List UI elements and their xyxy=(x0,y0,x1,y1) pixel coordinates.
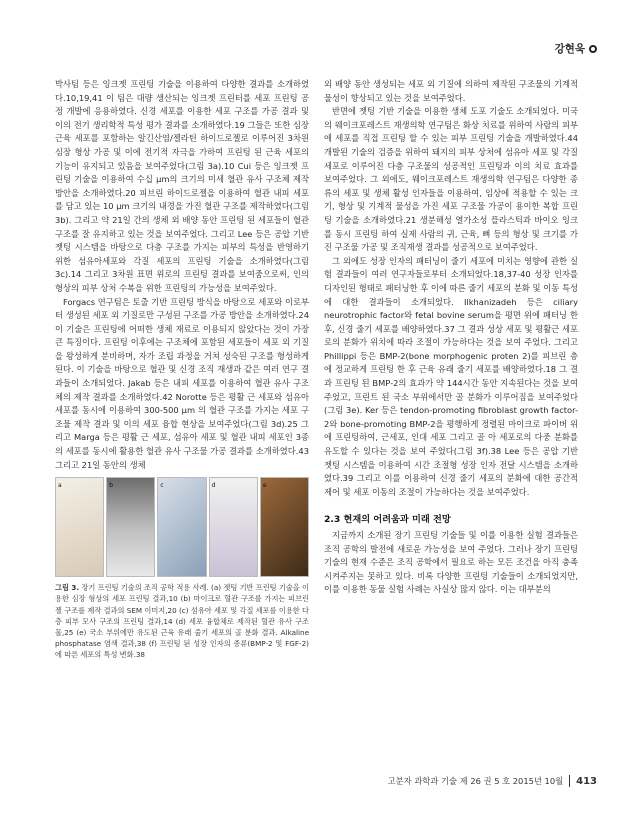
running-header xyxy=(555,41,597,56)
panel-label: d xyxy=(211,482,216,490)
page-number: 413 xyxy=(576,775,597,787)
paragraph: 그 외에도 성장 인자의 패터닝이 줄기 세포에 미치는 영향에 관한 실험 결과들이 여러 연구자들로부터 소개되었다.18,37-40 성장 인자를 디자인된 형태로 패터닝한 후 이에 따른 줄기 세포의 분화 및 이동 특성에 대한 결과들이 소개되었다. Ilkhanizadeh 등은 ciliary neurotrophic factor와 fetal bovine serum을 평면 위에 패터닝 한 후, 신경 줄기 세포를 배양하였다.37 그 결과 성상 세포 및 평활근 세포로의 분화가 위치에 따라 조절이 가능하다는 것을 보여 주었다. 그리고 Phillippi 등은 BMP-2(bone morphogenic proten 2)를 피브린 층에 정교하게 프린팅 한 후 근육 유래 줄기 세포를 배양하였다.18 그 결과 프린팅 된 BMP-2의 효과가 약 144시간 동안 지속된다는 것을 보여주었고, 프린트 된 국소 부위에서만 골 분화가 이루어짐을 보여주었다(그림 3e). Ker 등은 tendon-promoting fibroblast growth factor-2와 bone-promoting BMP-2을 평행하게 정렬된 마이크로 파이버 위에 프린팅하여, 근세포, 인대 세포 그리고 골 아 세포로의 다중 분화를 유도할 수 있다는 것을 보여 주었다(그림 3f).38 Lee 등은 공압 기반 젯팅 시스템을 이용하여 시간 조절형 성장 인자 전달 시스템을 소개하였다.39 그리고 이를 이용하여 신경 줄기 세포의 분화에 대한 공간적 제어 및 세포 이동의 조절이 가능하다는 것을 보여주었다. xyxy=(324,255,578,497)
panel-label: b xyxy=(109,482,114,490)
figure-panel-a xyxy=(55,477,104,577)
author-name: 강현욱 xyxy=(554,43,585,55)
figure-panel-b xyxy=(106,477,155,577)
paragraph: Forgacs 연구팀은 토출 기반 프린팅 방식을 바탕으로 세포와 이로부터 생성된 세포 외 기질로만 구성된 구조를 가공 방안을 소개하였다.24 이 기술은 프린팅에 어떠한 생체 재료로 이용되지 않았다는 것이 가장 큰 특징이다. 프린팅 이후에는 구조체에 포함된 세포들이 세포 외 기질을 왕성하게 분비하며, 자가 조립 과정을 거쳐 성숙된 구조를 형성하게 된다. 이 기술을 바탕으로 혈관 및 신경 조직 재생과 같은 여러 연구 결과들이 소개되었다. Jakab 등은 내피 세포를 이용하여 혈관 유사 구조체의 제작 결과를 소개하였다.42 Norotte 등은 평활 근 세포와 섬유아 세포를 동시에 이용하여 300-500 μm 의 혈관 구조를 가지는 세포 구조물 제작 결과 및 이의 세포 융합 현상을 보여주었다(그림 3d).25 그리고 Marga 등은 평활 근 세포, 섬유아 세포 및 혈관 내피 세포인 3종의 세포를 동시에 활용한 혈관 유사 구조물 가공 결과를 소개하였다.43 그리고 21일 동안의 생체 xyxy=(55,296,309,470)
circle-icon xyxy=(589,45,597,53)
left-column xyxy=(55,78,309,661)
figure-panel-d xyxy=(209,477,258,577)
figure-caption xyxy=(55,582,309,660)
figure-3 xyxy=(55,477,309,577)
footer-divider xyxy=(569,775,570,787)
paragraph: 박사팀 등은 잉크젯 프린팅 기술을 이용하여 다양한 결과를 소개하였다.10,19,41 이 팀은 대량 생산되는 잉크젯 프린터를 세포 프린팅 공정 개발에 응용하였다. 신경 세포를 이용한 세포 구조를 가공 결과 및 이의 전기 생리학적 특성 평가 결과를 소개하였다.19 그들은 또한 심장 근육 세포를 포함하는 알긴산염/젤라틴 하이드로젤로 이루어진 3차원 심장 형상 가공 및 이에 전기적 자극을 가하여 프린팅 된 근육 세포의 기능이 유지되고 있음을 보여주었다(그림 3a).10 Cui 등은 잉크젯 프린팅 기술을 이용하여 수십 μm의 크기의 미세 혈관 유사 구조체 제작 방안을 소개하였다.20 피브린 하이드로젤을 이용하여 혈관 내피 세포를 담고 있는 10 μm 크기의 내경을 가진 혈관 구조를 제작하였다(그림 3b). 그리고 약 21일 간의 생체 외 배양 동안 프린팅 된 세포들이 혈관 구조를 잘 유지하고 있는 것을 보여주었다. 그리고 Lee 등은 공압 기반 젯팅 시스템을 바탕으로 다층 구조를 가지는 피부의 특성을 반영하기 위한 섬유아세포와 각질 세포의 프린팅 기술을 소개하였다(그림 3c).14 그리고 3차원 표면 위로의 프린팅 결과를 보여줌으로써, 인의 형상의 피부 상처 수복을 위한 프린팅의 가능성을 보여주었다. xyxy=(55,79,309,293)
caption-text: 장기 프린팅 기술의 조직 공학 적용 사례. (a) 젯팅 기반 프린팅 기술을 이용한 심장 형상의 세포 프린팅 결과,10 (b) 마이크로 혈관 구조를 가지는 피브린 젤 구조를 제작 결과의 SEM 이미지,20 (c) 섬유아 세포 및 각질 세포를 이용한 다층 피부 모사 구조의 프린팅 결과,14 (d) 세포 융합체로 제작된 혈관 유사 구조물,25 (e) 국소 부위에만 유도된 근육 유래 줄기 세포의 골 분화 결과. Alkaline phosphatase 염색 결과,38 (f) 프린팅 된 성장 인자의 종류(BMP-2 및 FGF-2)에 따른 세포의 특성 변화.38 xyxy=(55,583,309,660)
figure-panel-c xyxy=(157,477,206,577)
paragraph: 지금까지 소개된 장기 프린팅 기술들 및 이를 이용한 실험 결과들은 조직 공학의 발전에 새로운 가능성을 보여 주었다. 그러나 장기 프린팅 기술의 현재 수준은 조직 공학에서 필요로 하는 모든 조건을 아직 충족시켜주지는 못하고 있다. 비록 다양한 프린팅 기술들이 소개되었지만, 이를 이용한 동물 실험 사례는 사실상 많지 않다. 이는 대부분의 xyxy=(324,530,578,595)
paragraph: 외 배양 동안 생성되는 세포 외 기질에 의하여 제작된 구조물의 기계적 물성이 향상되고 있는 것을 보여주었다. xyxy=(324,79,578,103)
panel-label: c xyxy=(160,482,164,490)
panel-label: e xyxy=(262,482,267,490)
panel-label: a xyxy=(58,482,62,490)
right-column xyxy=(324,78,578,597)
journal-info: 고분자 과학과 기술 제 26 권 5 호 2015년 10월 xyxy=(387,776,564,786)
caption-label: 그림 3. xyxy=(55,583,80,593)
section-title: 2.3 현재의 어려움과 미래 전망 xyxy=(324,514,451,526)
paragraph: 반면에 젯팅 기반 기술을 이용한 생체 도포 기술도 소개되었다. 미국의 웨이크포레스트 재생의학 연구팀은 화상 치료를 위하여 사람의 피부에 세포를 직접 프린팅 할 수 있는 피부 프린팅 기술을 개발하였다.44 개발된 기술의 검증을 위하여 돼지의 피부 상처에 섬유아 세포 및 각질 세포로 이루어진 다층 구조물의 성공적인 프린팅과 이의 치료 효과를 보여주었다. 그 외에도, 웨이크포레스트 재생의학 연구팀은 다양한 종류의 세포 및 생체 활성 인자들을 이용하여, 임상에 적용할 수 있는 크기, 형상 및 기계적 물성을 가진 세포 구조물 가공이 용이한 복합 프린팅 기술을 소개하였다.21 생분해성 열가소성 플라스틱과 바이오 잉크를 동시 프린팅 하여 실제 사람의 귀, 근육, 뼈 등의 형상 및 크기를 가진 구조물 가공 및 조직재생 결과를 성공적으로 보여주었다. xyxy=(324,106,578,253)
page-footer xyxy=(388,775,597,787)
figure-panel-e xyxy=(260,477,309,577)
